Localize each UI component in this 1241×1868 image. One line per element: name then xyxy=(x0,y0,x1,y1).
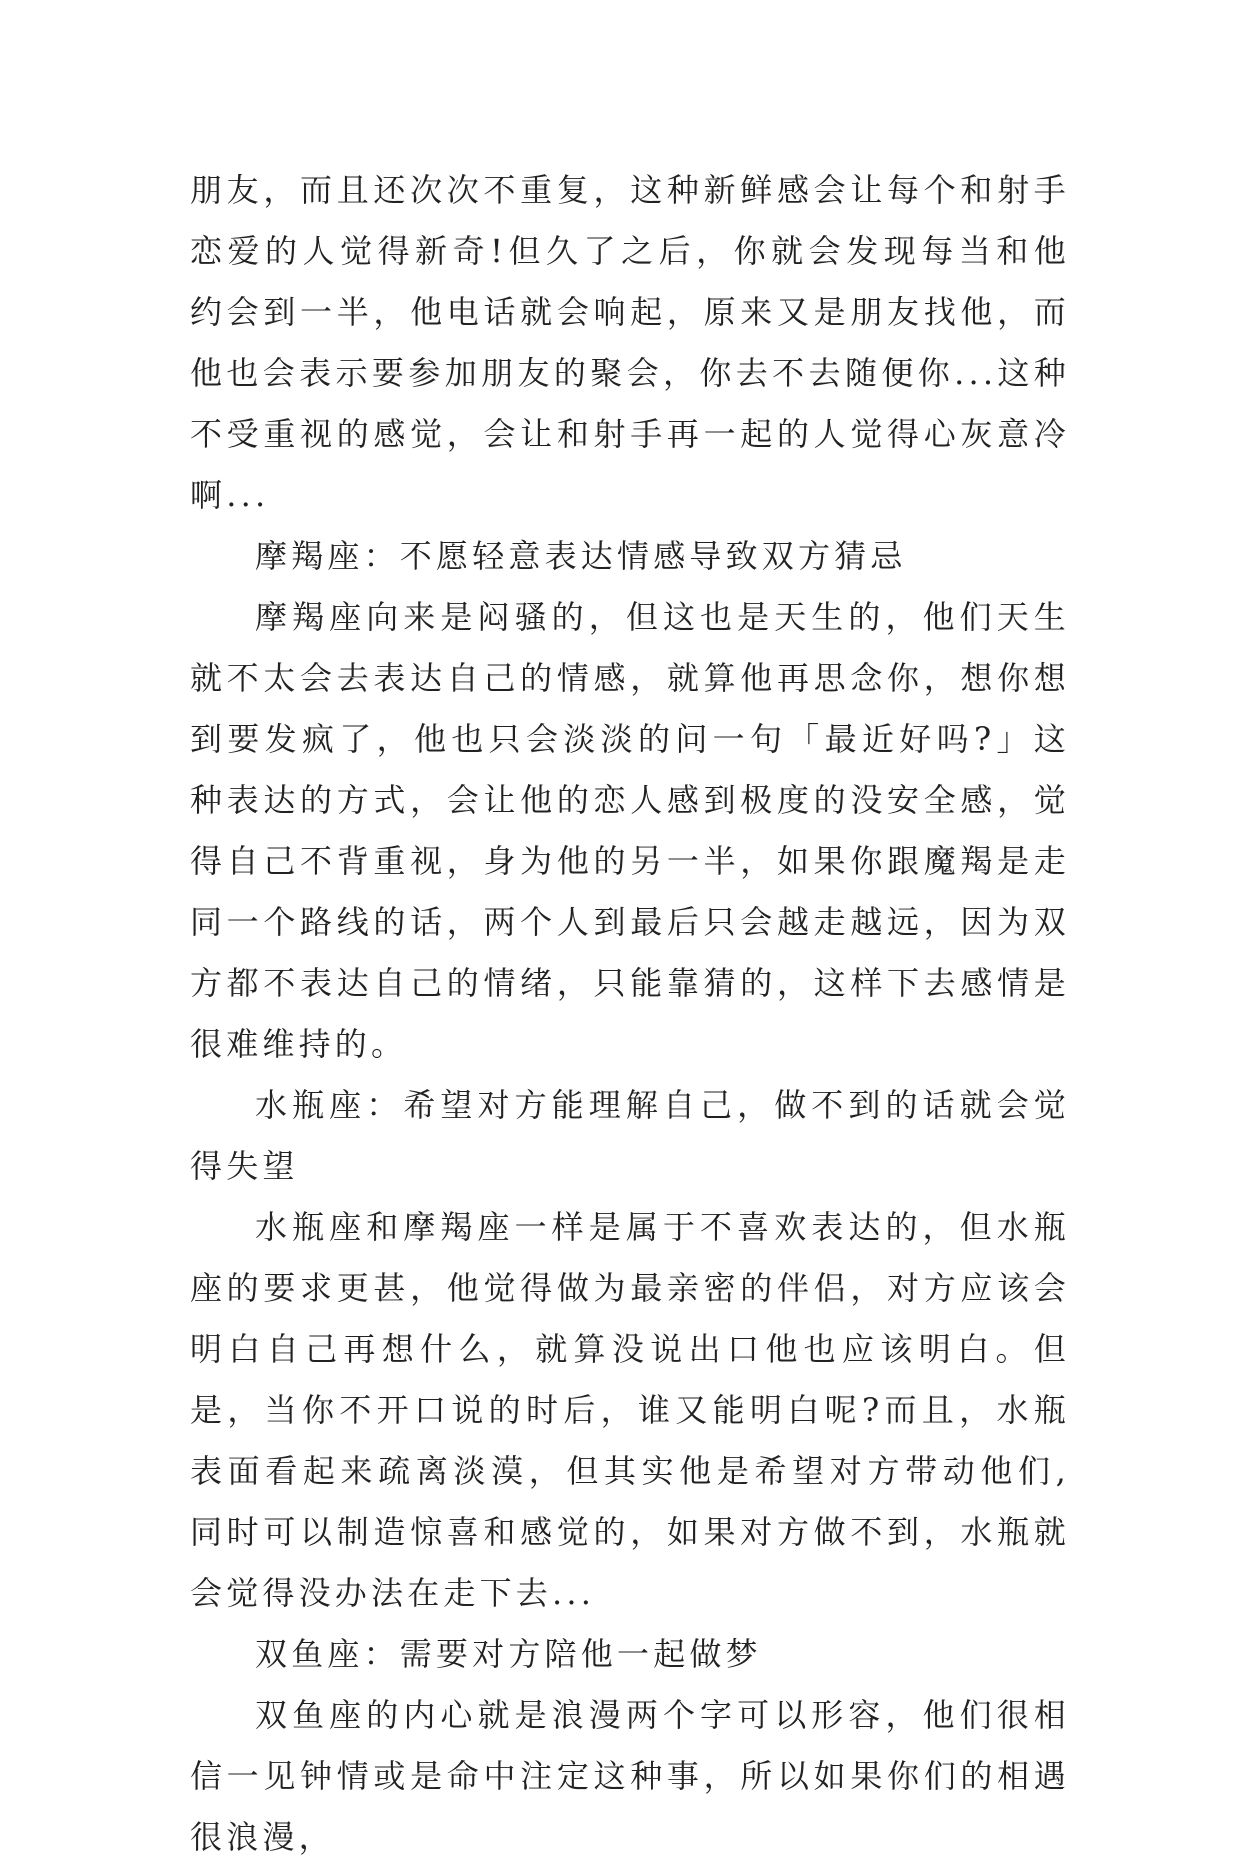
paragraph-pisces: 双鱼座的内心就是浪漫两个字可以形容，他们很相信一见钟情或是命中注定这种事，所以如果你们的相遇很浪漫， xyxy=(190,1696,1070,1856)
heading-pisces: 双鱼座：需要对方陪他一起做梦 xyxy=(255,1635,762,1673)
paragraph-sagittarius-continued: 朋友，而且还次次不重复，这种新鲜感会让每个和射手恋爱的人觉得新奇!但久了之后，你就会发现每当和他约会到一半，他电话就会响起，原来又是朋友找他，而他也会表示要参加朋友的聚会，你去不去随便你...这种不受重视的感觉，会让和射手再一起的人觉得心灰意冷啊... xyxy=(190,171,1070,514)
paragraph-aquarius: 水瓶座和摩羯座一样是属于不喜欢表达的，但水瓶座的要求更甚，他觉得做为最亲密的伴侣，对方应该会明白自己再想什么，就算没说出口他也应该明白。但是，当你不开口说的时后，谁又能明白呢?而且，水瓶表面看起来疏离淡漠，但其实他是希望对方带动他们,同时可以制造惊喜和感觉的，如果对方做不到，水瓶就会觉得没办法在走下去... xyxy=(190,1208,1070,1612)
heading-capricorn: 摩羯座：不愿轻意表达情感导致双方猜忌 xyxy=(255,537,907,575)
document-body xyxy=(190,160,1070,1868)
paragraph-capricorn: 摩羯座向来是闷骚的，但这也是天生的，他们天生就不太会去表达自己的情感，就算他再思念你，想你想到要发疯了，他也只会淡淡的问一句「最近好吗?」这种表达的方式，会让他的恋人感到极度的没安全感，觉得自己不背重视，身为他的另一半，如果你跟魔羯是走同一个路线的话，两个人到最后只会越走越远，因为双方都不表达自己的情绪，只能靠猜的，这样下去感情是很难维持的。 xyxy=(190,598,1070,1063)
heading-aquarius: 水瓶座：希望对方能理解自己，做不到的话就会觉得失望 xyxy=(190,1086,1070,1185)
